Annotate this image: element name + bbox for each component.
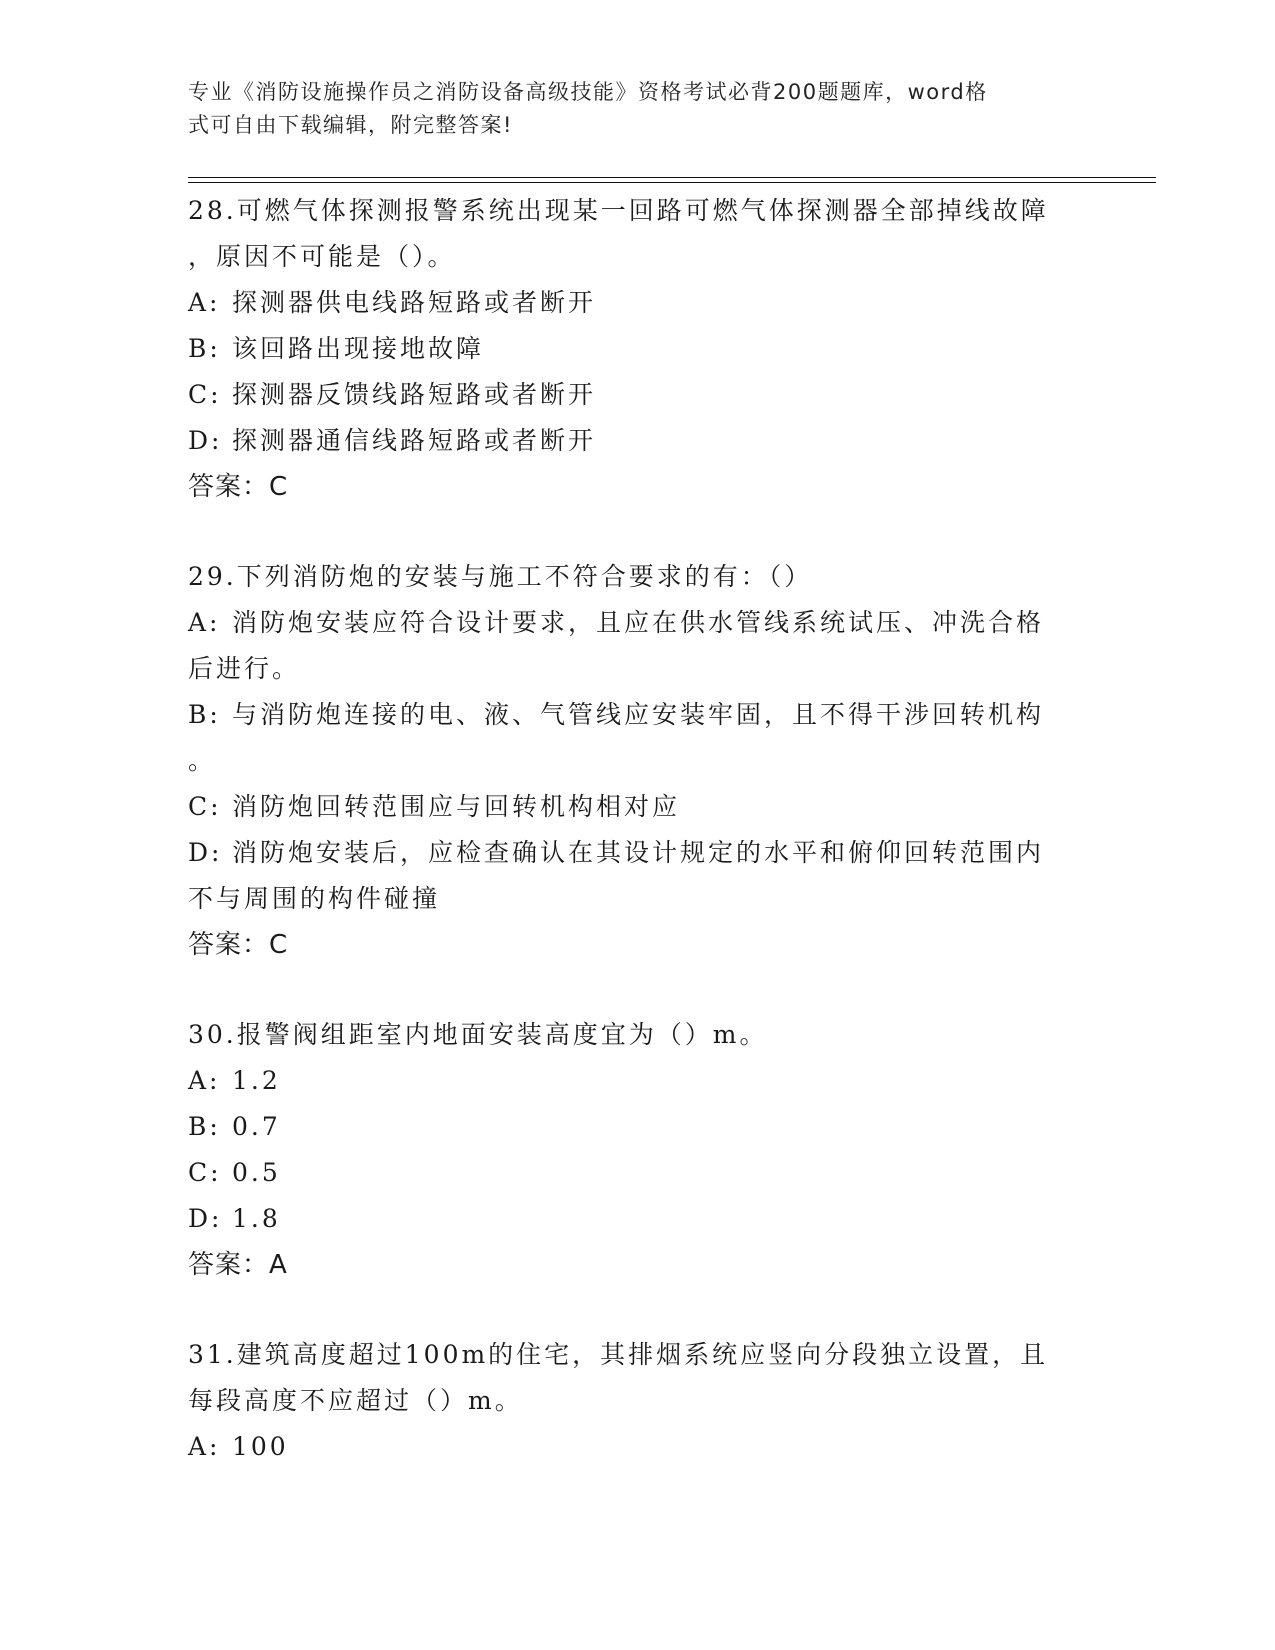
option-c	[188, 372, 1088, 418]
option-letter: B:	[188, 1112, 221, 1141]
option-text: 100	[232, 1432, 289, 1461]
question-29	[188, 554, 1088, 968]
option-b	[188, 326, 1088, 372]
option-a	[188, 600, 1088, 646]
option-letter: D:	[188, 426, 223, 455]
question-stem-line: 31.建筑高度超过100m的住宅，其排烟系统应竖向分段独立设置，且	[188, 1340, 1049, 1369]
option-continuation: 。	[188, 746, 217, 775]
question-31	[188, 1332, 1088, 1470]
option-text: 0.5	[232, 1158, 281, 1187]
question-28	[188, 188, 1088, 510]
option-a	[188, 280, 1088, 326]
option-continuation: 后进行。	[188, 654, 301, 683]
document-header	[188, 76, 1068, 142]
option-c	[188, 1150, 1088, 1196]
option-text: 探测器反馈线路短路或者断开	[232, 380, 597, 409]
question-stem-line: 28.可燃气体探测报警系统出现某一回路可燃气体探测器全部掉线故障	[188, 196, 1049, 225]
option-text: 探测器供电线路短路或者断开	[232, 288, 597, 317]
option-letter: D:	[188, 1204, 223, 1233]
option-b	[188, 692, 1088, 738]
option-b	[188, 1104, 1088, 1150]
header-divider-bottom	[188, 182, 1156, 183]
option-text: 消防炮回转范围应与回转机构相对应	[232, 792, 681, 821]
option-letter: C:	[188, 380, 222, 409]
question-stem-line: 每段高度不应超过（）m。	[188, 1386, 523, 1415]
question-stem-line: 29.下列消防炮的安装与施工不符合要求的有：（）	[188, 562, 813, 591]
option-letter: D:	[188, 838, 223, 867]
option-a	[188, 1058, 1088, 1104]
option-text: 探测器通信线路短路或者断开	[232, 426, 597, 455]
option-text: 与消防炮连接的电、液、气管线应安装牢固，且不得干涉回转机构	[232, 700, 1045, 729]
option-d	[188, 830, 1088, 876]
question-stem-line: 30.报警阀组距室内地面安装高度宜为（）m。	[188, 1020, 768, 1049]
option-a	[188, 1424, 1088, 1470]
option-text: 1.8	[232, 1204, 281, 1233]
option-text: 消防炮安装应符合设计要求，且应在供水管线系统试压、冲洗合格	[232, 608, 1045, 637]
option-d	[188, 1196, 1088, 1242]
option-letter: A:	[188, 1066, 221, 1095]
option-d	[188, 418, 1088, 464]
option-letter: A:	[188, 1432, 221, 1461]
option-text: 该回路出现接地故障	[232, 334, 485, 363]
option-continuation: 不与周围的构件碰撞	[188, 884, 441, 913]
header-line-2: 式可自由下载编辑，附完整答案!	[188, 113, 513, 137]
option-letter: B:	[188, 334, 221, 363]
question-list	[188, 188, 1088, 1470]
option-letter: C:	[188, 792, 222, 821]
option-text: 1.2	[232, 1066, 281, 1095]
option-c	[188, 784, 1088, 830]
question-30	[188, 1012, 1088, 1288]
header-divider-top	[188, 177, 1156, 178]
option-letter: A:	[188, 288, 221, 317]
answer-text: 答案：C	[188, 930, 289, 960]
option-letter: A:	[188, 608, 221, 637]
option-text: 消防炮安装后，应检查确认在其设计规定的水平和俯仰回转范围内	[232, 838, 1045, 867]
option-letter: B:	[188, 700, 221, 729]
question-stem-line: ，原因不可能是（）。	[188, 242, 456, 271]
option-text: 0.7	[232, 1112, 281, 1141]
option-letter: C:	[188, 1158, 222, 1187]
answer-text: 答案：C	[188, 472, 289, 502]
answer-text: 答案：A	[188, 1250, 288, 1280]
header-line-1: 专业《消防设施操作员之消防设备高级技能》资格考试必背200题题库，word格	[188, 80, 988, 104]
